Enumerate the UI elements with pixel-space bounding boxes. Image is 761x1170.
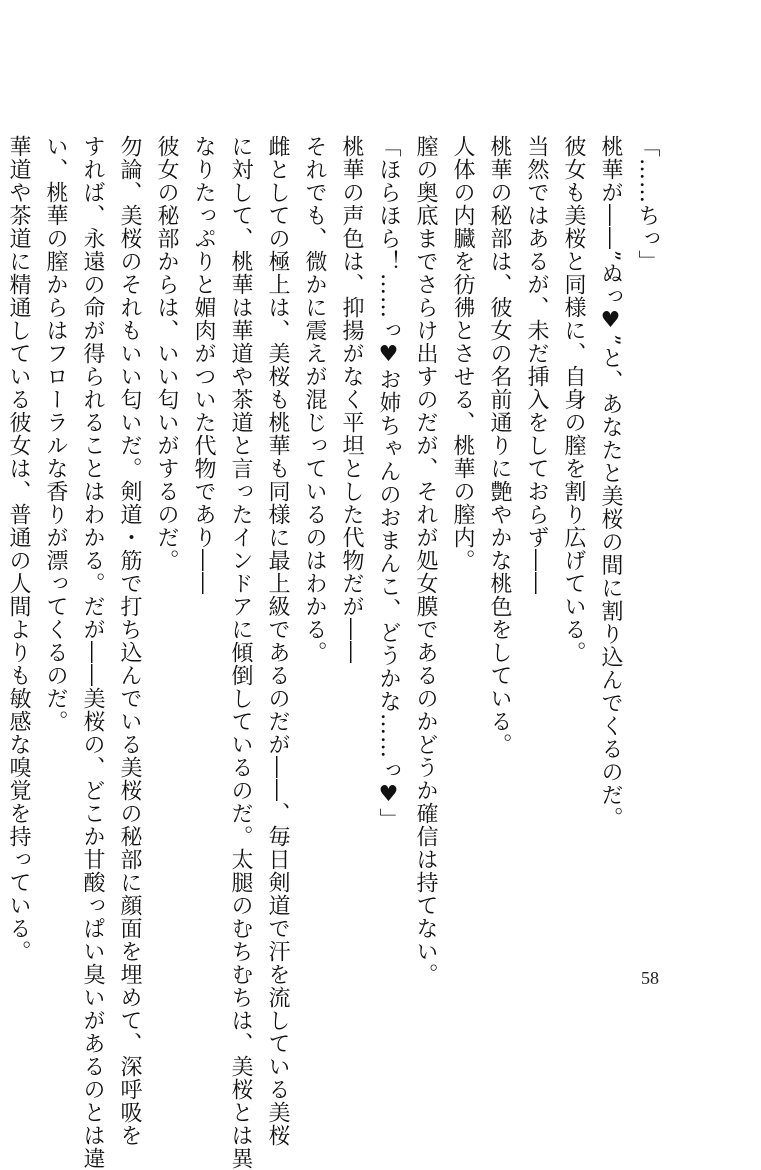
text-line: 桃華の声色は、抑揚がなく平坦とした代物だが――: [339, 135, 364, 664]
text-line: 桃華の秘部は、彼女の名前通りに艶やかな桃色をしている。: [487, 135, 512, 756]
text-line: なりたっぷりと媚肉がついた代物であり――: [191, 135, 216, 595]
text-line: 「ほらほら！……っ♥お姉ちゃんのおまんこ、どうかな……っ♥」: [376, 135, 401, 831]
text-line: 雌としての極上は、美桜も桃華も同様に最上級であるのだが――、毎日剣道で汗を流している美桜: [265, 135, 290, 1147]
text-line: 「……ちっ」: [635, 135, 660, 273]
text-line: 勿論、美桜のそれもいい匂いだ。剣道・筋で打ち込んでいる美桜の秘部に顔面を埋めて、深呼吸を: [117, 135, 142, 1147]
text-line: に対して、桃華は華道や茶道と言ったインドアに傾倒しているのだ。太腿のむちむちは、美桜とは異: [228, 135, 253, 1170]
text-line: 華道や茶道に精通している彼女は、普通の人間よりも敏感な嗅覚を持っている。: [6, 135, 31, 963]
text-line: 桃華が――”ぬっ♥”と、あなたと美桜の間に割り込んでくるのだ。: [598, 135, 623, 830]
text-line: 当然ではあるが、未だ挿入をしておらず――: [524, 135, 549, 595]
text-line: それでも、微かに震えが混じっているのはわかる。: [302, 135, 327, 664]
text-line: 彼女も美桜と同様に、自身の膣を割り広げている。: [561, 135, 586, 664]
text-line: すれば、永遠の命が得られることはわかる。だが――美桜の、どこか甘酸っぱい臭いがあるのとは違: [80, 135, 105, 1170]
text-line: い、桃華の膣からはフローラルな香りが漂ってくるのだ。: [43, 135, 68, 733]
text-line: 彼女の秘部からは、いい匂いがするのだ。: [154, 135, 179, 572]
text-line: 膣の奥底までさらけ出すのだが、それが処女膜であるのかどうか確信は持てない。: [413, 135, 438, 986]
text-line: 人体の内臓を彷彿とさせる、桃華の膣内。: [450, 135, 475, 572]
page-number: 58: [641, 968, 659, 988]
